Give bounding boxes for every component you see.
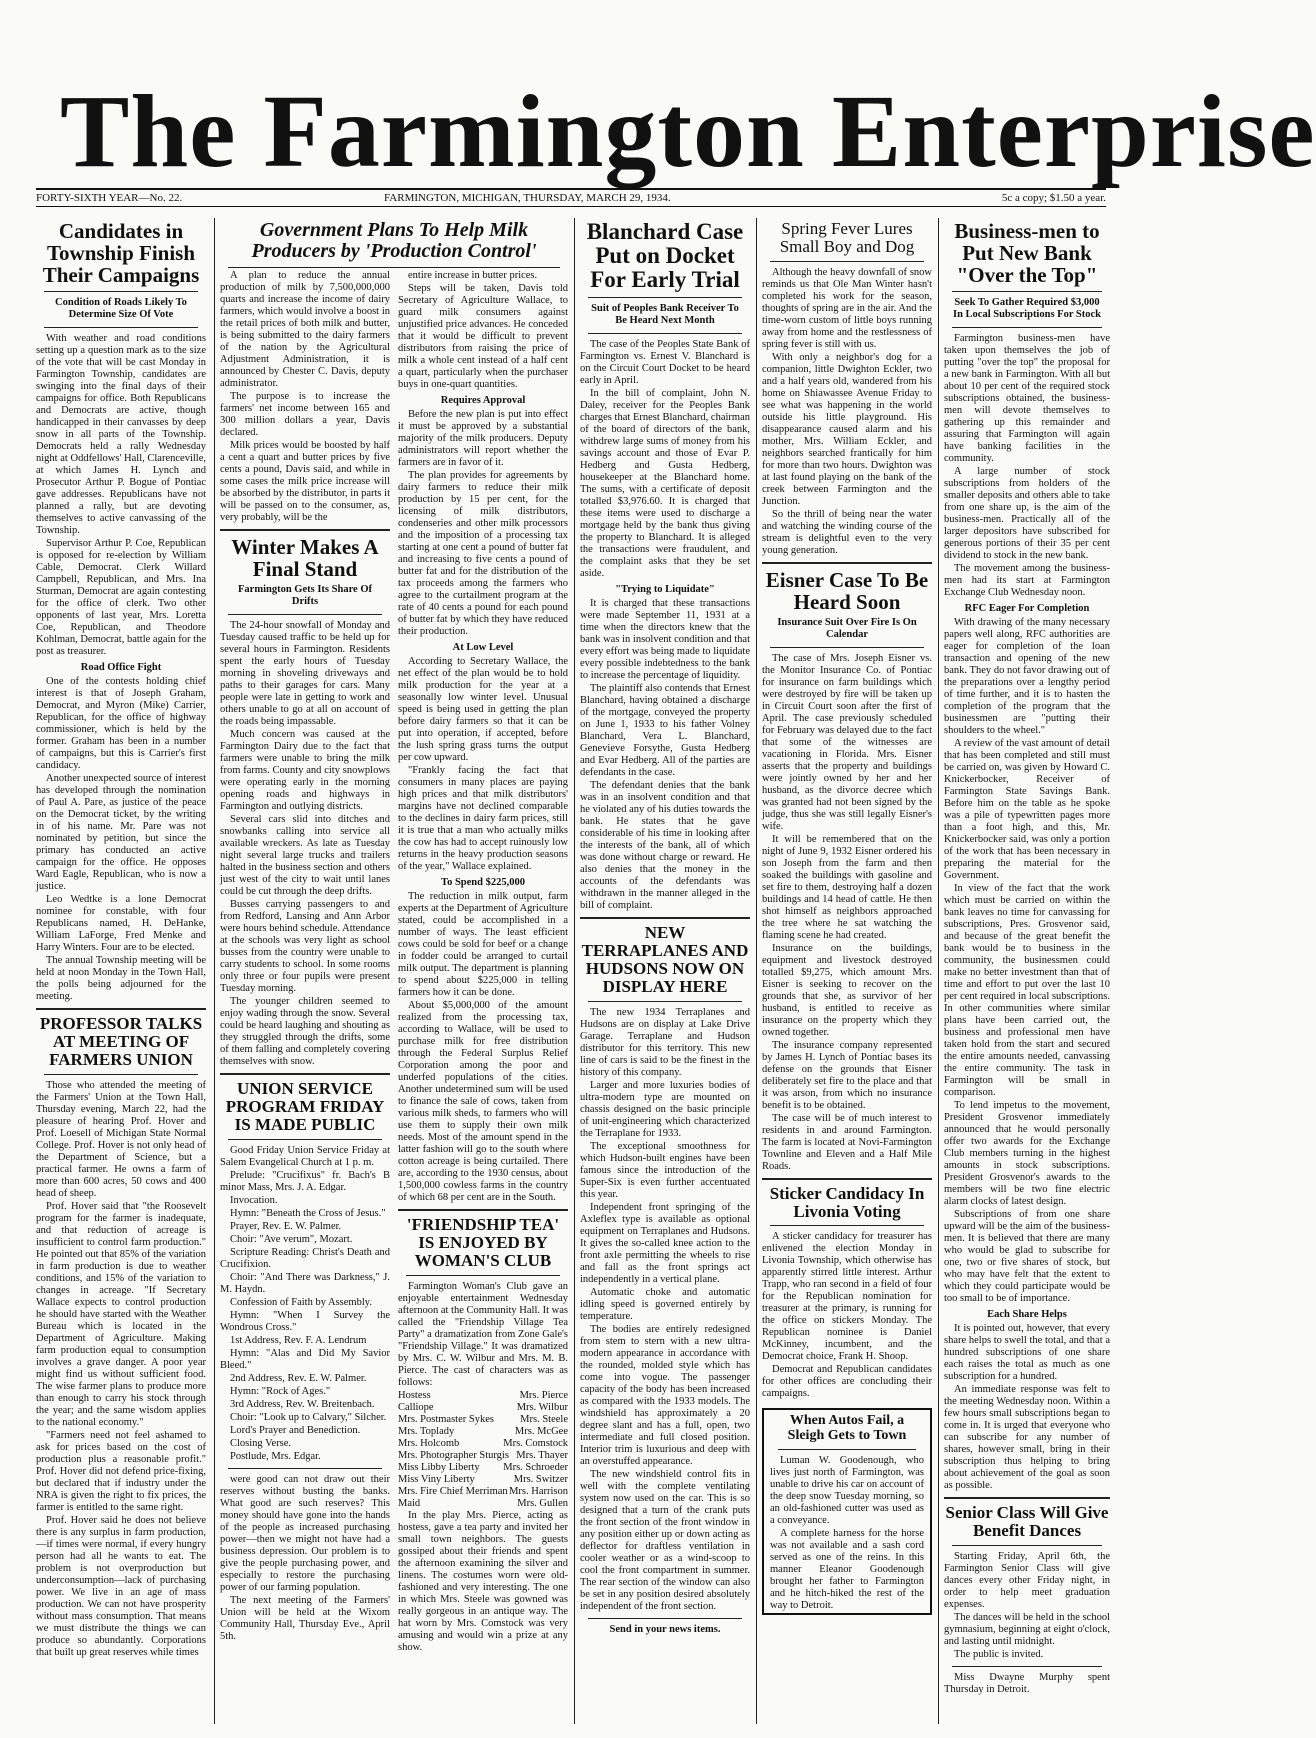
- senior-headline: Senior Class Will Give Benefit Dances: [945, 1503, 1109, 1540]
- spring-paragraph: Although the heavy downfall of snow reminds us that Ole Man Winter hasn't completed his work for the season, thoughts of spring are in the air. And the time-worn custom of little boys running away from home and the restlessness of spring fever is still with us.: [762, 266, 932, 350]
- candidates-paragraph: Another unexpected source of interest has developed through the nomination of Paul A. Pare, as justice of the peace on the Democrat ticket, by the writing in of his name. Mr. Pare was not nominated by petition, but since the primary has conducted an active campaign for the office. He opposes Ward Eagle, Republican, who is now a justice.: [36, 773, 206, 893]
- eisner-paragraph: The insurance company represented by James H. Lynch of Pontiac bases its defense on the grounds that Eisner deliberately set fire to the place and that it was arson, from which no insurance benefit is to be obtained.: [762, 1039, 932, 1111]
- eisner-paragraph: The case of Mrs. Joseph Eisner vs. the Monitor Insurance Co. of Pontiac for insurance on farm buildings which were destroyed by fire will be taken up in Circuit Court soon after the first of April. The case previously scheduled for February was delayed due to the fact that some of the witnesses are vacationing in Florida. Mrs. Eisner asserts that the property and buildings were jointly owned by her and her husband, as the divorce decree which was granted had not been signed by the judge, thus she was still legally Eisner's wife.: [762, 652, 932, 832]
- cast-row: [398, 1486, 568, 1498]
- program-line: 1st Address, Rev. F. A. Lendrum: [230, 1334, 367, 1346]
- cast-role: Miss Viny Liberty: [398, 1473, 475, 1485]
- professor-paragraph: Those who attended the meeting of the Farmers' Union at the Town Hall, Thursday evening, March 22, had the pleasure of hearing Prof. Hover and Prof. Loesell of Michigan State Normal College. Prof. Hover is not only head of the Department of Science, but a practical farmer. He owns a farm of more than 600 acres, 50 cows and 400 head of sheep.: [36, 1079, 206, 1199]
- senior-paragraph: Miss Dwayne Murphy spent Thursday in Detroit.: [944, 1671, 1110, 1695]
- cast-actor: Mrs. Schroeder: [503, 1461, 568, 1473]
- blanchard-deck: Suit of Peoples Bank Receiver To Be Heard Next Month: [591, 303, 739, 327]
- column-rule: [756, 218, 757, 1724]
- program-line: Lord's Prayer and Benediction.: [230, 1424, 361, 1436]
- cast-row: [398, 1426, 568, 1438]
- dateline-bar: [36, 188, 1106, 207]
- cast-row: [398, 1498, 568, 1510]
- news-items-notice: Send in your news items.: [609, 1623, 721, 1635]
- business-paragraph: In view of the fact that the work which must be carried on within the bank leaves no time for canvassing for subscriptions, Pres. Grosvenor said, and because of the great benefit the bank would be to business in the community, the businessmen could make no better investment than that of time and effort to put over the last 10 per cent required in local subscriptions. In other communities where similar plans have been carried out, the business and professional men have taken hold from the start and secured the entire amounts needed, canvassing the entire community. The task in Farmington will be small in comparison.: [944, 883, 1110, 1099]
- column-rule: [938, 218, 939, 1724]
- professor-continued: were good can not draw out their reserves without busting the banks. What good are such reserves? This money should have gone into the hands of the people as increased purchasing power—then we might not have had a business depression. Our problem is to give the people purchasing power, and especially to restore the purchasing power of our farming population.: [220, 1473, 390, 1593]
- business-paragraph: The movement among the business-men had its start at Farmington Exchange Club Wednesday noon.: [944, 563, 1110, 599]
- terraplanes-headline: NEW TERRAPLANES AND HUDSONS NOW ON DISPLAY HERE: [581, 923, 749, 996]
- program-line: Invocation.: [230, 1194, 278, 1206]
- tea-paragraph: In the play Mrs. Pierce, acting as hostess, gave a tea party and invited her small town neighbors. The guests gossiped about their friends and spent the afternoon examining the silver and linens. The costumes worn were old-fashioned and very interesting. The one in which Mrs. Steele was gowned was really gorgeous in an antique way. The hat worn by Mrs. Comstock was very amusing and would win a prize at any show.: [398, 1509, 568, 1653]
- eisner-deck: Insurance Suit Over Fire Is On Calendar: [777, 616, 917, 640]
- program-line: Postlude, Mrs. Edgar.: [230, 1450, 321, 1462]
- milk-paragraph: About $5,000,000 of the amount realized from the processing tax, according to Wallace, will be used to purchase milk for free distribution through the Federal Surplus Relief Corporation among the poor and underfed populations of the cities. Another undetermined sum will be used to finance the sale of cows, taken from various milk sheds, to farmers who will use them to supply their own milk needs. Most of the amount spend in the latter fashion will go to the south where cotton acreage is being curtailed. There are, according to the 1930 census, about 1,500,000 cowless farms in the country of which 68 per cent are in the South.: [398, 1000, 568, 1203]
- terraplanes-paragraph: Larger and more luxuries bodies of ultra-modern type are mounted on chassis designed on the basic principle of unit-engineering which characterized the Terraplane for 1933.: [580, 1079, 750, 1139]
- terraplanes-paragraph: Automatic choke and automatic idling speed is governed entirely by temperature.: [580, 1286, 750, 1322]
- professor-headline: PROFESSOR TALKS AT MEETING OF FARMERS UNION: [39, 1014, 203, 1069]
- autos-fail-box: [762, 1408, 932, 1614]
- column-4: [580, 220, 750, 1724]
- professor-continued: The next meeting of the Farmers' Union will be held at the Wixom Community Hall, Thursday Eve., April 5th.: [220, 1594, 390, 1642]
- cast-role: Mrs. Toplady: [398, 1425, 455, 1437]
- winter-paragraph: Several cars slid into ditches and snowbanks calling into service all available wreckers. As late as Tuesday night several large trucks and trailers halted in the business section and others just west of the city to wait until lanes could be cut through the deep drifts.: [220, 814, 390, 898]
- program-line: Hymn: "When I Survey the Wondrous Cross.": [220, 1309, 390, 1333]
- column-1: [36, 220, 206, 1724]
- business-headline: Business-men to Put New Bank "Over the Top": [954, 219, 1100, 288]
- professor-paragraph: "Farmers need not feel ashamed to ask for prices based on the cost of production plus a reasonable profit." Prof. Hover did not defend price-fixing, but declared that if industry under the NRA is given the right to fix prices, the farmer is entitled to the same right.: [36, 1429, 206, 1513]
- business-paragraph: An immediate response was felt to the meeting Wednesday noon. Within a few hours small subscriptions began to come in. It is urged that everyone who can subscribe for any number of shares, however small, bring in their subscription thus helping to bring about achievement of the goal as soon as possible.: [944, 1384, 1110, 1492]
- cast-actor: Mrs. Harrison: [509, 1485, 568, 1497]
- cast-row: [398, 1390, 568, 1402]
- cast-actor: Mrs. Gullen: [517, 1497, 568, 1509]
- milk-paragraph: "Frankly facing the fact that consumers in many places are paying high prices and that milk distributors' margins have not declined comparable to the declines in dairy farm prices, still it is true that a man who actually milks the cow has had to accept ruinously low returns in the heavy production seasons of the year," Wallace explained.: [398, 765, 568, 872]
- professor-paragraph: Prof. Hover said that "the Roosevelt program for the farmer is inadequate, and that reduction of acreage is insufficient to control farm production." He pointed out that 85% of the variation in farm production is due to weather conditions, and 15% of the variation to changes in acreage. "If Secretary Wallace expects to control production he should have started with the Weather Bureau which is located in the Department of Agriculture. Making farm production equal to consumption involves a grave danger. A poor year might find us without sufficient food. The wise farmer plans to produce more than enough to carry his stock through the year; and the same wisdom applies to the national economy.": [36, 1200, 206, 1428]
- business-paragraph: A review of the vast amount of detail that has been completed and still must be carried on, was given by Howard C. Knickerbocker, Receiver of Farmington State Savings Bank. Before him on the table as he spoke was a pile of typewritten pages more than a foot high, and this, Mr. Knickerbocker said, was only a portion of the work that has been necessary in preparing the material for the Government.: [944, 738, 1110, 882]
- price: 5c a copy; $1.50 a year.: [1001, 192, 1106, 204]
- cast-row: [398, 1450, 568, 1462]
- candidates-paragraph: Supervisor Arthur P. Coe, Republican is opposed for re-election by William Cable, Democrat. Clerk Willard Campbell, Republican, and Mrs. Ina Sturman, Democrat are again contesting for the office of clerk. Two other opponents of last year, Mrs. Loretta Coe, Republican, and Theodore Kohlman, Democrat, battle again for the post as treasurer.: [36, 538, 206, 658]
- spring-paragraph: So the thrill of being near the water and watching the winding course of the stream is delightful even to the very young generation.: [762, 508, 932, 556]
- business-paragraph: It is pointed out, however, that every share helps to swell the total, and that a hundred subscriptions of one share each raises the total as much as one subscription for a hundred.: [944, 1323, 1110, 1383]
- candidates-paragraph: The annual Township meeting will be held at noon Monday in the Town Hall, the polls being adjourned for the meeting.: [36, 955, 206, 1003]
- autos-fail-paragraph: A complete harness for the horse was not available and a sash cord served as one of the reins. In this manner Eleanor Goodenough brought her father to Farmington and he hitch-hiked the rest of the way to Detroit.: [770, 1527, 924, 1611]
- professor-paragraph: Prof. Hover said he does not believe there is any surplus in farm production,—if times were normal, if every hungry person had all he wants to eat. The problem is not overproduction but underconsumption—lack of purchasing power. We live in an age of mass production. We can not have prosperity without mass consumption. That means we must distribute the things we can produce so abundantly. Corporations that built up great reserves while times: [36, 1514, 206, 1658]
- winter-paragraph: Much concern was caused at the Farmington Dairy due to the fact that farmers were unable to bring the milk from farms. County and city snowplows were operating early in the morning opening roads and highways in Farmington and outlying districts.: [220, 729, 390, 813]
- blanchard-paragraph: The defendant denies that the bank was in an insolvent condition and that he violated any of his duties towards the bank. He states that he gave considerable of his time in looking after the interests of the bank, all of which was done without charge or reward. He also denies that the money in the accounts of the defendants was withdrawn in the manner alleged in the bill of complaint.: [580, 780, 750, 912]
- newspaper-title: The Farmington Enterprise: [60, 74, 1316, 189]
- blanchard-paragraph: The case of the Peoples State Bank of Farmington vs. Ernest V. Blanchard is on the Circuit Court Docket to be heard early in April.: [580, 339, 750, 387]
- spring-headline: Spring Fever Lures Small Boy and Dog: [779, 219, 915, 256]
- winter-paragraph: The younger children seemed to enjoy wading through the snow. Several could be heard laughing and shouting as they struggled through the drifts, some of them falling and completely covering themselves with snow.: [220, 996, 390, 1068]
- business-subhead: Each Share Helps: [987, 1309, 1067, 1321]
- business-paragraph: To lend impetus to the movement, President Grosvenor immediately announced that he would personally offer two awards for the Exchange Club members turning in the highest amounts in stock subscriptions. President Grosvenor's awards to the members will be two fine electric alarm clocks of latest design.: [944, 1100, 1110, 1208]
- business-paragraph: With drawing of the many necessary papers well along, RFC authorities are eager for completion of the loan transaction and opening of the new bank. They do not favor drawing out of the preparations over a lengthy period of time further, and it is to hasten the completion of the program that the businessmen are "putting their shoulders to the wheel.": [944, 617, 1110, 737]
- spring-paragraph: With only a neighbor's dog for a companion, little Dwighton Eckler, two and a half years old, wandered from his home on Shiawassee Avenue Friday to see what was happening in the world outside his little playground. His disappearance caused alarm and his mother, Mrs. William Eckler, and neighbors searched frantically for him for more than two hours. Dwighton was at last found playing on the bank of the creek between Farmington and the Junction.: [762, 351, 932, 507]
- cast-role: Mrs. Fire Chief Merriman: [398, 1485, 508, 1497]
- sticker-headline: Sticker Candidacy In Livonia Voting: [769, 1183, 925, 1221]
- column-3: [398, 270, 568, 1724]
- cast-role: Mrs. Postmaster Sykes: [398, 1413, 494, 1425]
- union-service-headline: UNION SERVICE PROGRAM FRIDAY IS MADE PUBLIC: [225, 1079, 385, 1134]
- blanchard-paragraph: It is charged that these transactions were made September 11, 1931 at a time when the directors knew that the bank was in insolvent condition and that every effort was being made to liquidate every possible indebtedness to the bank to increase the percentage of liquidity.: [580, 598, 750, 682]
- winter-headline: Winter Makes A Final Stand: [231, 535, 379, 582]
- program-line: Choir: "Ave verum", Mozart.: [230, 1233, 353, 1245]
- cast-actor: Mrs. Thayer: [516, 1449, 568, 1461]
- cast-row: [398, 1438, 568, 1450]
- blanchard-paragraph: In the bill of complaint, John N. Daley, receiver for the Peoples Bank charges that Ernest Blanchard, chairman of the board of directors of the bank, withdrew large sums of money from his savings account and those of Evar P. Hedberg and Gusta Hedberg, housekeeper at the Blanchard home. The sums, with a certificate of deposit totalled $3,976.60. It is charged that these items were used to discharge a mortgage held by the bank thus giving the property to Blanchard. It is alleged the transactions were fraudulent, and the complaint asks that they be set aside.: [580, 388, 750, 580]
- program-line: Hymn: "Beneath the Cross of Jesus.": [230, 1207, 386, 1219]
- milk-paragraph: According to Secretary Wallace, the net effect of the plan would be to hold milk production for the year at a seasonally low winter level. Unusual speed is being used in getting the plan before dairy farmers so that it can be put into operation, if accepted, before the lush spring grass turns the output per cow upward.: [398, 656, 568, 763]
- blanchard-subhead: "Trying to Liquidate": [615, 584, 715, 596]
- program-line: Choir: "And There was Darkness," J. M. Haydn.: [220, 1271, 390, 1295]
- terraplanes-paragraph: The bodies are entirely redesigned from stem to stern with a new ultra-modern appearance in accordance with the rounded, molded style which has come into vogue. The passenger capacity of the body has been increased as compared with the 1933 models. The windshield has approximately a 20 degree slant and has a full, open, two intermediate and full closed position. Interior trim is luxurious and deep with an overstuffed appearance.: [580, 1323, 750, 1467]
- cast-list: [398, 1390, 568, 1510]
- cast-role: Miss Libby Liberty: [398, 1461, 480, 1473]
- winter-paragraph: Busses carrying passengers to and from Redford, Lansing and Ann Arbor were hours behind schedule. Attendance at the schools was very light as school busses from the country were unable to carry students to school. In some rooms only three or four pupils were present Tuesday morning.: [220, 899, 390, 995]
- sticker-paragraph: Democrat and Republican candidates for other offices are concluding their campaigns.: [762, 1364, 932, 1400]
- program-line: Prelude: "Crucifixus" fr. Bach's B minor Mass, Mrs. J. A. Edgar.: [220, 1169, 390, 1193]
- candidates-paragraph: One of the contests holding chief interest is that of Joseph Graham, Democrat, and Myron (Mike) Carrier, Republican, for the office of highway commissioner, which is held by the former. Graham has been in a number of campaigns, but this is Carrier's first candidacy.: [36, 676, 206, 772]
- cast-actor: Mrs. Pierce: [519, 1389, 568, 1401]
- candidates-paragraph: With weather and road conditions setting up a question mark as to the size of the vote that will be cast Monday in Farmington Township, candidates are swinging into the final days of their campaigns for office. Both Republicans and Democrats are active, though handicapped in their canvasses by deep snow in all parts of the Township. Democrats held a rally Wednesday night at Oddfellows' Hall, Clarenceville, at which James H. Lynch and Prosecutor Arthur P. Bogue of Pontiac gave addresses. Republicans have not planned a rally, but are devoting themselves to active canvassing of the Township.: [36, 333, 206, 537]
- winter-paragraph: The 24-hour snowfall of Monday and Tuesday caused traffic to be held up for several hours in Farmington. Residents spent the early hours of Tuesday morning in shoveling driveways and paths to their garages for cars. Many people were late in getting to work and others unable to go at all on account of the roads being impassable.: [220, 620, 390, 728]
- masthead: [0, 58, 1316, 204]
- milk-paragraph: The purpose is to increase the farmers' net income between 165 and 300 million dollars a year, Davis declared.: [220, 391, 390, 438]
- program-line: Choir: "Look up to Calvary," Silcher.: [230, 1411, 387, 1423]
- cast-row: [398, 1402, 568, 1414]
- senior-paragraph: The public is invited.: [954, 1648, 1044, 1660]
- senior-paragraph: The dances will be held in the school gymnasium, beginning at eight o'clock, and lasting until midnight.: [944, 1611, 1110, 1647]
- program-line: Confession of Faith by Assembly.: [230, 1296, 372, 1308]
- autos-fail-headline: When Autos Fail, a Sleigh Gets to Town: [787, 1413, 907, 1444]
- milk-headline: Government Plans To Help Milk Producers by 'Production Control': [251, 219, 537, 262]
- business-subhead: RFC Eager For Completion: [964, 603, 1090, 615]
- program-line: Hymn: "Rock of Ages.": [230, 1385, 331, 1397]
- cast-role: Mrs. Photographer Sturgis: [398, 1449, 509, 1461]
- cast-actor: Mrs. McGee: [514, 1425, 568, 1437]
- milk-paragraph: The reduction in milk output, farm experts at the Department of Agriculture stated, could be accomplished in a number of ways. The least efficient cows could be sold for beef or a change in fodder could be arranged to curtail milk output. The department is planning to spend about $225,000 in telling farmers how it can be done.: [398, 891, 568, 998]
- blanchard-paragraph: The plaintiff also contends that Ernest Blanchard, having obtained a discharge of the mortgage, conveyed the property on June 1, 1933 to his father Volney Blanchard, Vera L. Blanchard, Genevieve Forsythe, Gusta Hedberg and Evar Hedberg. All of the parties are defendants in the case.: [580, 683, 750, 779]
- column-6: [944, 220, 1110, 1724]
- cast-row: [398, 1462, 568, 1474]
- terraplanes-paragraph: The new 1934 Terraplanes and Hudsons are on display at Lake Drive Garage. Terraplane and Hudson distributor for this territory. This new line of cars is said to be the finest in the history of this company.: [580, 1006, 750, 1078]
- milk-subhead: To Spend $225,000: [441, 877, 525, 888]
- blanchard-headline: Blanchard Case Put on Docket For Early Trial: [586, 219, 744, 293]
- business-paragraph: Subscriptions of from one share upward will be the aim of the business-men. It is believed that there are many who would be glad to subscribe for one, two or five shares of stock, but who may have felt that the extent to which they could participate would be too small to be of importance.: [944, 1209, 1110, 1305]
- eisner-paragraph: Insurance on the buildings, equipment and livestock destroyed totalled $9,275, which amount Mrs. Eisner is seeking to recover on the grounds that she, as survivor of her husband, is entitled to receive as insurance on the property which they owned together.: [762, 942, 932, 1038]
- program-line: Prayer, Rev. E. W. Palmer.: [230, 1220, 342, 1232]
- volume-number: FORTY-SIXTH YEAR—No. 22.: [36, 192, 183, 204]
- program-line: Hymn: "Alas and Did My Savior Bleed.": [220, 1347, 390, 1371]
- cast-role: Mrs. Holcomb: [398, 1437, 460, 1449]
- candidates-headline: Candidates in Township Finish Their Campaigns: [42, 219, 200, 288]
- terraplanes-paragraph: The exceptional smoothness for which Hudson-built engines have been famous since the introduction of the Super-Six is even further accentuated this year.: [580, 1140, 750, 1200]
- terraplanes-paragraph: Independent front springing of the Axleflex type is available as optional equipment on Terraplanes and Hudsons. It gives the so-called knee action to the front axle permitting the wheels to rise and fall as the front springs act independently in a vertical plane.: [580, 1201, 750, 1285]
- cast-actor: Mrs. Comstock: [503, 1437, 568, 1449]
- milk-headline-block: [220, 220, 568, 273]
- eisner-paragraph: The case will be of much interest to residents in and around Farmington. The farm is located at Novi-Farmington Townline and Eleven and a Half Mile Roads.: [762, 1112, 932, 1172]
- tea-headline: 'FRIENDSHIP TEA' IS ENJOYED BY WOMAN'S CLUB: [406, 1215, 560, 1270]
- cast-role: Calliope: [398, 1401, 434, 1413]
- milk-paragraph: entire increase in butter prices.: [408, 270, 538, 281]
- business-paragraph: Farmington business-men have taken upon themselves the job of putting "over the top" the proposal for a new bank in Farmington. With all but about 10 per cent of the required stock subscriptions obtained, the business-men will devote themselves to gathering up this remainder and assuring that Farmington will again have banking facilities in the community.: [944, 333, 1110, 465]
- milk-paragraph: A plan to reduce the annual production of milk by 7,500,000,000 quarts and increase the income of dairy farmers, which would involve a boost in the retail prices of both milk and butter, is being submitted to the dairy farmers of the nation by the Agricultural Adjustment Administration, it is announced by Chester C. Davis, deputy administrator.: [220, 270, 390, 389]
- senior-paragraph: Starting Friday, April 6th, the Farmington Senior Class will give dances every other Friday night, in order to help meet graduation expenses.: [944, 1550, 1110, 1610]
- program-line: 3rd Address, Rev. W. Breitenbach.: [230, 1398, 375, 1410]
- milk-paragraph: Steps will be taken, Davis told Secretary of Agriculture Wallace, to guard milk consumers against unjustified price advances. He conceded that it would be difficult to prevent distributors from raising the price of milk a whole cent instead of a half cent a quart, particularly when the purchaser buys in one-quart quantities.: [398, 283, 568, 390]
- terraplanes-paragraph: The new windshield control fits in well with the complete ventilating system now used on the car. This is so designed that a turn of the crank puts the front section of the front window in any position either up or down acting as deflector for draftless ventilation in cooler weather or as a wind-scoop to cool the front compartment in summer. The rear section of the window can also be set in any position desired absolutely independent of the front section.: [580, 1468, 750, 1612]
- milk-subhead: Requires Approval: [440, 395, 526, 406]
- column-rule: [214, 218, 215, 1724]
- program-line: Closing Verse.: [230, 1437, 292, 1449]
- program-line: Scripture Reading: Christ's Death and Crucifixion.: [220, 1246, 390, 1270]
- column-rule: [574, 218, 575, 1724]
- milk-paragraph: The plan provides for agreements by dairy farmers to reduce their milk production by 15 per cent, for the licensing of milk distributors, condenseries and other milk processors and the imposition of a processing tax starting at one cent a pound of butter fat and increasing to five cents a pound of butter fat and for the distribution of the tax proceeds among the farmers who agree to the curtailment program at the rate of 40 cents a pound for each pound of butter fat by which they have reduced their production.: [398, 470, 568, 637]
- cast-row: [398, 1474, 568, 1486]
- candidates-deck: Condition of Roads Likely To Determine Size Of Vote: [55, 297, 187, 321]
- candidates-subhead: Road Office Fight: [80, 662, 162, 674]
- candidates-paragraph: Leo Wedtke is a lone Democrat nominee for constable, with four Republicans named, H. DeHanke, William LaForge, Fred Menke and Harry Winters. Four are to be elected.: [36, 894, 206, 954]
- tea-paragraph: Farmington Woman's Club gave an enjoyable entertainment Wednesday afternoon at the Community Hall. It was called the "Friendship Village Tea Party" a dramatization from Zone Gale's "Friendship Village." It was dramatized by Mrs. C. W. Wilbur and Mrs. M. B. Pierce. The cast of characters was as follows:: [398, 1280, 569, 1388]
- program-line: Good Friday Union Service Friday at Salem Evangelical Church at 1 p. m.: [220, 1144, 390, 1168]
- milk-paragraph: Before the new plan is put into effect it must be approved by a substantial majority of the milk producers. Deputy administrators will report whether the farmers are in favor of it.: [398, 409, 568, 468]
- sticker-paragraph: A sticker candidacy for treasurer has enlivened the election Monday in Livonia Township, which otherwise has apparently stirred little interest. Arthur Trapp, who ran second in a field of four for the Republican nomination for treasurer at the primary, is running for the office on stickers Monday. The Republican nominee is Daniel McKinney, incumbent, and the Democrat choice, Frank H. Shoop.: [762, 1231, 932, 1363]
- cast-actor: Mrs. Wilbur: [516, 1401, 568, 1413]
- column-2: [220, 270, 390, 1724]
- column-5: [762, 220, 932, 1724]
- milk-subhead: At Low Level: [452, 642, 514, 653]
- cast-role: Maid: [398, 1497, 421, 1509]
- cast-role: Hostess: [398, 1389, 431, 1401]
- business-paragraph: A large number of stock subscriptions from holders of the smaller deposits and others able to take from one share up, is the aim of the business-men. Practically all of the larger depositors have subscribed for generous portions of their 35 per cent dividend to stock in the new bank.: [944, 466, 1110, 562]
- location-date: FARMINGTON, MICHIGAN, THURSDAY, MARCH 29, 1934.: [384, 192, 671, 204]
- business-deck: Seek To Gather Required $3,000 In Local Subscriptions For Stock: [953, 297, 1101, 321]
- milk-paragraph: Milk prices would be boosted by half a cent a quart and butter prices by five cents a pound, Davis said, and while in some cases the milk price increase will be absorbed by the distributor, in parts it will be passed on to the consumer, as, very probably, will be the: [220, 440, 390, 523]
- cast-actor: Mrs. Switzer: [513, 1473, 568, 1485]
- program-line: 2nd Address, Rev. E. W. Palmer.: [230, 1372, 367, 1384]
- eisner-headline: Eisner Case To Be Heard Soon: [765, 567, 929, 614]
- eisner-paragraph: It will be remembered that on the night of June 9, 1932 Eisner ordered his son Joseph from the farm and then soaked the buildings with gasoline and set fire to them, destroying half a dozen buildings and 14 head of cattle. He then shot himself as neighbors approached the tree where he sat watching the flaming scene he had created.: [762, 833, 932, 941]
- autos-fail-paragraph: Luman W. Goodenough, who lives just north of Farmington, was unable to drive his car on account of the deep snow Tuesday morning, so an old-fashioned cutter was used as a conveyance.: [770, 1454, 924, 1526]
- winter-deck: Farmington Gets Its Share Of Drifts: [238, 584, 372, 608]
- cast-row: [398, 1414, 568, 1426]
- cast-actor: Mrs. Steele: [520, 1413, 568, 1425]
